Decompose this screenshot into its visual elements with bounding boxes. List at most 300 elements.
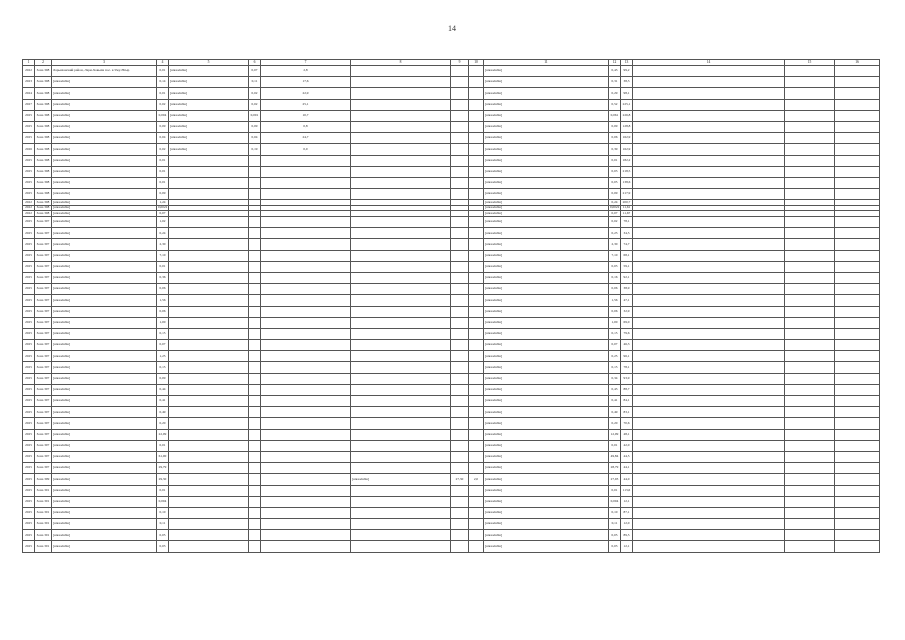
table-cell-col-10 [469, 362, 484, 373]
table-cell-col-10 [469, 239, 484, 250]
table-cell-col-5 [169, 407, 249, 418]
table-cell-col-15 [785, 272, 835, 283]
table-cell-col-9 [451, 306, 469, 317]
table-cell-col-4: 1,02 [157, 217, 169, 228]
table-cell-col-15 [785, 474, 835, 485]
table-cell-col-4: 1,25 [157, 351, 169, 362]
table-cell-col-10 [469, 418, 484, 429]
table-cell-col-5 [169, 418, 249, 429]
table-cell-col-9 [451, 317, 469, 328]
table-cell-col-12: 0,07 [609, 211, 621, 217]
table-cell-col-4: 0,01 [157, 88, 169, 99]
table-cell-col-2: Зона 301 [35, 485, 52, 496]
table-cell-col-10 [469, 155, 484, 166]
table-cell-col-14 [633, 133, 785, 144]
table-cell-col-11: [unreadable] [484, 530, 609, 541]
table-cell-col-13: 88,7 [621, 384, 633, 395]
table-cell-col-10 [469, 530, 484, 541]
table-cell-col-15 [785, 189, 835, 200]
table-cell-col-13: 12,1 [621, 541, 633, 552]
table-cell-col-16 [835, 295, 880, 306]
table-cell-col-5 [169, 261, 249, 272]
table-cell-col-2: Зона 308 [35, 211, 52, 217]
table-cell-col-3: [unreadable] [52, 541, 157, 552]
table-cell-col-2: Зона 307 [35, 272, 52, 283]
table-cell-col-14 [633, 485, 785, 496]
table-cell-col-16 [835, 463, 880, 474]
table-cell-col-9 [451, 418, 469, 429]
table-cell-col-7 [261, 396, 351, 407]
table-cell-col-9 [451, 144, 469, 155]
table-cell-col-11: [unreadable] [484, 261, 609, 272]
table-cell-col-10 [469, 217, 484, 228]
table-cell-col-3: [unreadable] [52, 177, 157, 188]
table-cell-col-10 [469, 295, 484, 306]
table-cell-col-2: Зона 307 [35, 250, 52, 261]
table-cell-col-9 [451, 328, 469, 339]
table-cell-col-11: [unreadable] [484, 110, 609, 121]
table-cell-col-13: 34,5 [621, 228, 633, 239]
table-cell-col-7 [261, 272, 351, 283]
table-cell-col-12: 2,30 [609, 239, 621, 250]
table-cell-col-9 [451, 384, 469, 395]
table-cell-col-12: 0,41 [609, 396, 621, 407]
table-cell-col-6 [249, 463, 261, 474]
table-cell-col-11: [unreadable] [484, 200, 609, 206]
table-cell-col-3: Ларьяханский район, Лари-Ховыли пос. в Ужу-Нгыр [52, 66, 157, 77]
table-cell-col-11: [unreadable] [484, 317, 609, 328]
table-cell-col-9 [451, 485, 469, 496]
table-cell-col-7 [261, 373, 351, 384]
column-number-cell: 1 [23, 60, 35, 66]
table-cell-col-15 [785, 155, 835, 166]
table-cell-col-15 [785, 362, 835, 373]
table-cell-col-2: Зона 308 [35, 189, 52, 200]
table-cell-col-3: [unreadable] [52, 384, 157, 395]
table-cell-col-9 [451, 463, 469, 474]
table-cell-col-3: [unreadable] [52, 429, 157, 440]
table-cell-col-5 [169, 496, 249, 507]
table-cell-col-7 [261, 166, 351, 177]
table-cell-col-1: 2025 [23, 272, 35, 283]
table-cell-col-13: 59,1 [621, 261, 633, 272]
table-cell-col-1: 2024 [23, 88, 35, 99]
table-cell-col-7: 25,1 [261, 99, 351, 110]
table-cell-col-12: 0,03 [609, 166, 621, 177]
table-cell-col-9 [451, 340, 469, 351]
table-cell-col-11: [unreadable] [484, 250, 609, 261]
table-row [23, 340, 880, 351]
column-number-cell: 8 [351, 60, 451, 66]
table-cell-col-14 [633, 530, 785, 541]
table-cell-col-2: Зона 308 [35, 205, 52, 211]
table-cell-col-8 [351, 261, 451, 272]
table-cell-col-15 [785, 284, 835, 295]
table-cell-col-14 [633, 88, 785, 99]
table-cell-col-1: 2025 [23, 429, 35, 440]
table-cell-col-12: 49,84 [609, 451, 621, 462]
table-cell-col-4: 22,09 [157, 429, 169, 440]
table-cell-col-16 [835, 144, 880, 155]
table-cell-col-7 [261, 440, 351, 451]
table-cell-col-5 [169, 340, 249, 351]
table-cell-col-1: 2025 [23, 261, 35, 272]
table-cell-col-8 [351, 496, 451, 507]
table-cell-col-13: 12,1 [621, 496, 633, 507]
table-cell-col-6: 0,19 [249, 144, 261, 155]
table-cell-col-13: 38,3 [621, 77, 633, 88]
table-cell-col-6 [249, 362, 261, 373]
table-cell-col-9 [451, 541, 469, 552]
table-cell-col-2: Зона 307 [35, 384, 52, 395]
table-cell-col-6: 0,09 [249, 121, 261, 132]
table-cell-col-15 [785, 295, 835, 306]
table-cell-col-2: Зона 308 [35, 166, 52, 177]
table-cell-col-11: [unreadable] [484, 66, 609, 77]
table-cell-col-15 [785, 407, 835, 418]
table-cell-col-11: [unreadable] [484, 384, 609, 395]
table-cell-col-4: 0,09 [157, 121, 169, 132]
table-cell-col-6 [249, 396, 261, 407]
table-cell-col-7: 10,7 [261, 110, 351, 121]
table-cell-col-16 [835, 66, 880, 77]
table-cell-col-6 [249, 295, 261, 306]
table-cell-col-13: 96,1 [621, 351, 633, 362]
table-cell-col-14 [633, 144, 785, 155]
table-cell-col-13: 44,1 [621, 463, 633, 474]
table-cell-col-9 [451, 373, 469, 384]
table-cell-col-16 [835, 77, 880, 88]
table-cell-col-9 [451, 166, 469, 177]
table-cell-col-2: Зона 307 [35, 407, 52, 418]
table-cell-col-15 [785, 250, 835, 261]
table-cell-col-12: 0,06 [609, 284, 621, 295]
table-cell-col-1: 2025 [23, 239, 35, 250]
table-cell-col-16 [835, 485, 880, 496]
table-cell-col-7 [261, 463, 351, 474]
table-cell-col-15 [785, 519, 835, 530]
table-row [23, 77, 880, 88]
table-cell-col-1: 2025 [23, 440, 35, 451]
table-cell-col-3: [unreadable] [52, 451, 157, 462]
table-cell-col-9 [451, 121, 469, 132]
table-cell-col-11: [unreadable] [484, 177, 609, 188]
table-cell-col-8 [351, 418, 451, 429]
table-cell-col-13: 44,5 [621, 451, 633, 462]
table-cell-col-15 [785, 121, 835, 132]
table-cell-col-15 [785, 463, 835, 474]
table-cell-col-12: 0,06 [609, 133, 621, 144]
table-cell-col-10 [469, 77, 484, 88]
table-cell-col-2: Зона 308 [35, 66, 52, 77]
table-cell-col-12: 0,43 [609, 384, 621, 395]
table-cell-col-8 [351, 239, 451, 250]
table-cell-col-6 [249, 496, 261, 507]
table-cell-col-16 [835, 418, 880, 429]
table-cell-col-16 [835, 362, 880, 373]
table-cell-col-12: 0,31 [609, 77, 621, 88]
table-cell-col-7 [261, 485, 351, 496]
table-cell-col-8 [351, 272, 451, 283]
table-row [23, 99, 880, 110]
table-cell-col-4: 1,56 [157, 295, 169, 306]
table-cell-col-4: 0,15 [157, 362, 169, 373]
table-cell-col-8 [351, 177, 451, 188]
table-cell-col-16 [835, 440, 880, 451]
table-cell-col-4: 0,24 [157, 228, 169, 239]
table-cell-col-12: 0,01 [609, 485, 621, 496]
table-cell-col-10 [469, 110, 484, 121]
table-cell-col-5 [169, 250, 249, 261]
table-cell-col-3: [unreadable] [52, 485, 157, 496]
table-cell-col-5 [169, 295, 249, 306]
table-cell-col-1: 2025 [23, 418, 35, 429]
column-number-cell: 3 [52, 60, 157, 66]
table-cell-col-3: [unreadable] [52, 507, 157, 518]
table-cell-col-6 [249, 429, 261, 440]
table-cell-col-14 [633, 407, 785, 418]
table-cell-col-9 [451, 284, 469, 295]
table-cell-col-7 [261, 217, 351, 228]
column-number-cell: 6 [249, 60, 261, 66]
table-cell-col-10 [469, 121, 484, 132]
table-cell-col-4: 0,09 [157, 373, 169, 384]
table-cell-col-8 [351, 530, 451, 541]
table-cell-col-9 [451, 407, 469, 418]
table-cell-col-16 [835, 519, 880, 530]
table-cell-col-11: [unreadable] [484, 211, 609, 217]
table-cell-col-14 [633, 362, 785, 373]
table-row [23, 217, 880, 228]
table-cell-col-9 [451, 110, 469, 121]
table-cell-col-10 [469, 189, 484, 200]
table-cell-col-11: [unreadable] [484, 295, 609, 306]
table-cell-col-10 [469, 306, 484, 317]
table-cell-col-6 [249, 317, 261, 328]
table-cell-col-16 [835, 340, 880, 351]
table-cell-col-12: 0,20 [609, 418, 621, 429]
table-cell-col-16 [835, 541, 880, 552]
table-cell-col-13: 38,9 [621, 284, 633, 295]
table-cell-col-11: [unreadable] [484, 451, 609, 462]
table-cell-col-11: [unreadable] [484, 340, 609, 351]
table-cell-col-13: 48,1 [621, 429, 633, 440]
table-cell-col-2: Зона 307 [35, 351, 52, 362]
table-cell-col-7 [261, 250, 351, 261]
table-row [23, 250, 880, 261]
table-cell-col-11: [unreadable] [484, 217, 609, 228]
page-number: 14 [448, 24, 456, 33]
table-cell-col-4: 0,49 [157, 407, 169, 418]
table-cell-col-4: 0,06 [157, 306, 169, 317]
table-cell-col-12: 0,15 [609, 328, 621, 339]
table-cell-col-1: 2025 [23, 328, 35, 339]
table-cell-col-4: 2,30 [157, 239, 169, 250]
table-cell-col-11: [unreadable] [484, 133, 609, 144]
table-cell-col-16 [835, 177, 880, 188]
table-cell-col-6 [249, 166, 261, 177]
table-cell-col-15 [785, 507, 835, 518]
table-cell-col-4: 0,14 [157, 77, 169, 88]
table-cell-col-3: [unreadable] [52, 88, 157, 99]
table-cell-col-16 [835, 451, 880, 462]
table-cell-col-15 [785, 317, 835, 328]
table-cell-col-9 [451, 189, 469, 200]
table-cell-col-11: [unreadable] [484, 155, 609, 166]
table-cell-col-14 [633, 306, 785, 317]
table-cell-col-15 [785, 110, 835, 121]
table-cell-col-7 [261, 340, 351, 351]
table-cell-col-16 [835, 396, 880, 407]
table-cell-col-8 [351, 166, 451, 177]
table-cell-col-1: 2025 [23, 351, 35, 362]
table-cell-col-8 [351, 440, 451, 451]
table-cell-col-9 [451, 429, 469, 440]
table-cell-col-2: Зона 301 [35, 519, 52, 530]
table-cell-col-15 [785, 351, 835, 362]
table-cell-col-2: Зона 307 [35, 429, 52, 440]
table-cell-col-5 [169, 177, 249, 188]
table-cell-col-7 [261, 384, 351, 395]
table-cell-col-2: Зона 307 [35, 317, 52, 328]
table-cell-col-13: 93,9 [621, 373, 633, 384]
table-cell-col-14 [633, 77, 785, 88]
table-row [23, 144, 880, 155]
table-cell-col-5 [169, 474, 249, 485]
table-cell-col-11: [unreadable] [484, 239, 609, 250]
table-cell-col-13: 98,1 [621, 88, 633, 99]
table-cell-col-8 [351, 362, 451, 373]
column-number-cell: 10 [469, 60, 484, 66]
table-cell-col-7: 17,6 [261, 77, 351, 88]
table-cell-col-16 [835, 351, 880, 362]
table-row [23, 541, 880, 552]
table-cell-col-1: 2022 [23, 200, 35, 206]
table-row [23, 295, 880, 306]
table-cell-col-5: [unreadable] [169, 121, 249, 132]
table-cell-col-10 [469, 429, 484, 440]
table-cell-col-8 [351, 485, 451, 496]
table-row [23, 239, 880, 250]
table-cell-col-15 [785, 541, 835, 552]
table-cell-col-7 [261, 228, 351, 239]
table-cell-col-7: 0,0 [261, 144, 351, 155]
column-number-cell: 5 [169, 60, 249, 66]
table-cell-col-15 [785, 144, 835, 155]
table-cell-col-11: [unreadable] [484, 496, 609, 507]
table-cell-col-16 [835, 166, 880, 177]
table-cell-col-14 [633, 384, 785, 395]
table-cell-col-14 [633, 340, 785, 351]
table-cell-col-11: [unreadable] [484, 541, 609, 552]
table-cell-col-6: 0,02 [249, 99, 261, 110]
table-cell-col-11: [unreadable] [484, 351, 609, 362]
table-cell-col-13: 99,2 [621, 66, 633, 77]
table-cell-col-15 [785, 396, 835, 407]
table-cell-col-5 [169, 451, 249, 462]
table-cell-col-8 [351, 99, 451, 110]
table-cell-col-16 [835, 99, 880, 110]
table-cell-col-4: 7,10 [157, 250, 169, 261]
table-cell-col-16 [835, 88, 880, 99]
table-cell-col-7 [261, 451, 351, 462]
table-cell-col-9 [451, 496, 469, 507]
table-cell-col-15 [785, 429, 835, 440]
table-cell-col-13: 69,0 [621, 317, 633, 328]
table-cell-col-7: 0,8 [261, 121, 351, 132]
table-cell-col-15 [785, 418, 835, 429]
table-cell-col-2: Зона 307 [35, 328, 52, 339]
table-cell-col-1: 2025 [23, 284, 35, 295]
table-row [23, 418, 880, 429]
table-cell-col-3: [unreadable] [52, 284, 157, 295]
table-cell-col-3: [unreadable] [52, 77, 157, 88]
table-cell-col-10 [469, 317, 484, 328]
table-cell-col-8 [351, 463, 451, 474]
table-cell-col-14 [633, 189, 785, 200]
table-cell-col-3: [unreadable] [52, 317, 157, 328]
table-cell-col-4: 0,44 [157, 384, 169, 395]
table-cell-col-2: Зона 308 [35, 155, 52, 166]
table-row [23, 407, 880, 418]
table-cell-col-12: 7,10 [609, 250, 621, 261]
table-cell-col-3: [unreadable] [52, 189, 157, 200]
table-cell-col-12: 0,29 [609, 88, 621, 99]
table-cell-col-6 [249, 451, 261, 462]
table-cell-col-7 [261, 155, 351, 166]
table-row [23, 306, 880, 317]
table-cell-col-3: [unreadable] [52, 362, 157, 373]
table-cell-col-8 [351, 541, 451, 552]
table-cell-col-6 [249, 272, 261, 283]
table-cell-col-11: [unreadable] [484, 440, 609, 451]
table-cell-col-14 [633, 228, 785, 239]
table-cell-col-13: 11,67 [621, 211, 633, 217]
table-cell-col-4: 0,01 [157, 261, 169, 272]
table-cell-col-11: [unreadable] [484, 166, 609, 177]
table-row [23, 133, 880, 144]
table-cell-col-9 [451, 133, 469, 144]
table-cell-col-9 [451, 99, 469, 110]
table-cell-col-6 [249, 261, 261, 272]
table-cell-col-4: 0,09 [157, 189, 169, 200]
column-number-cell: 2 [35, 60, 52, 66]
table-row [23, 440, 880, 451]
table-cell-col-10 [469, 396, 484, 407]
table-cell-col-1: 2025 [23, 121, 35, 132]
table-cell-col-1: 2022 [23, 66, 35, 77]
table-cell-col-5 [169, 239, 249, 250]
table-cell-col-8 [351, 407, 451, 418]
table-cell-col-4: 0,01 [157, 166, 169, 177]
table-cell-col-4: 0,01 [157, 485, 169, 496]
table-cell-col-15 [785, 217, 835, 228]
table-cell-col-2: Зона 307 [35, 284, 52, 295]
table-cell-col-13: 11,61 [621, 205, 633, 211]
table-cell-col-12: 0,52 [609, 99, 621, 110]
table-cell-col-4: 29,30 [157, 474, 169, 485]
table-row [23, 261, 880, 272]
table-cell-col-16 [835, 155, 880, 166]
table-cell-col-11: [unreadable] [484, 362, 609, 373]
table-cell-col-8 [351, 429, 451, 440]
table-cell-col-14 [633, 474, 785, 485]
table-cell-col-2: Зона 308 [35, 121, 52, 132]
table-cell-col-10 [469, 250, 484, 261]
table-cell-col-11: [unreadable] [484, 121, 609, 132]
table-cell-col-14 [633, 217, 785, 228]
table-cell-col-2: Зона 301 [35, 530, 52, 541]
